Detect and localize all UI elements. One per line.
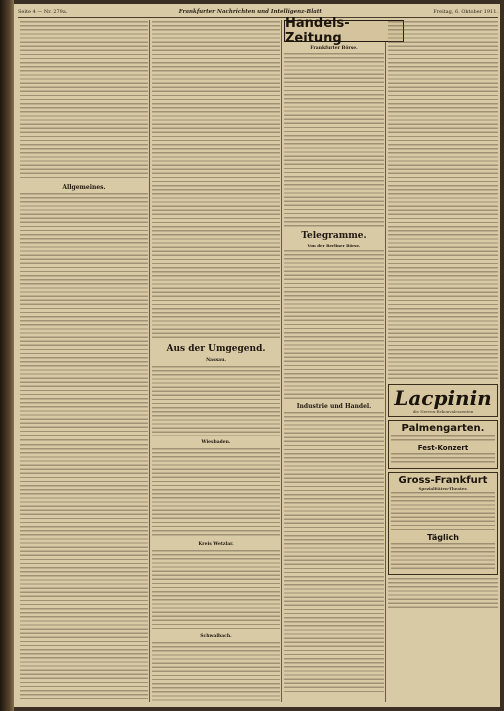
- ad-title: Palmengarten.: [401, 423, 485, 434]
- advertisement-palmengarten: [388, 420, 498, 469]
- section-heading: Aus der Umgegend.: [166, 344, 266, 354]
- column-2: [152, 20, 280, 702]
- article-text: [152, 448, 280, 538]
- newspaper-page: [14, 4, 500, 707]
- subheading: Nassau.: [206, 358, 226, 363]
- article-text: [152, 642, 280, 702]
- advertisement-lacpinin: [388, 384, 498, 417]
- article-text: [152, 366, 280, 436]
- article-text: [284, 250, 384, 400]
- advertisement-gross-frankfurt: [388, 472, 498, 575]
- section-heading: Allgemeines.: [62, 184, 106, 191]
- column-3: [284, 44, 384, 702]
- article-text: [20, 193, 148, 443]
- ad-title: Gross-Frankfurt: [398, 475, 488, 486]
- article-text: [388, 578, 498, 608]
- ad-subtitle: Spezialitäten-Theater.: [418, 486, 468, 491]
- section-heading: Telegramme.: [301, 231, 367, 242]
- ad-text: [391, 492, 495, 532]
- ad-text: [391, 453, 495, 465]
- column-rule: [385, 20, 386, 702]
- masthead: Frankfurter Nachrichten und Intelligenz-Blatt: [178, 9, 322, 15]
- article-text: [284, 53, 384, 228]
- subheading: Wiesbaden.: [201, 440, 231, 445]
- subheading: Schwalbach.: [200, 634, 232, 639]
- ad-subtitle: Fest-Konzert: [417, 444, 469, 452]
- subheading: Von der Berliner Börse.: [307, 243, 361, 249]
- page-header: [18, 7, 498, 18]
- column-rule: [281, 20, 282, 702]
- article-text: [152, 21, 280, 341]
- article-text: [152, 550, 280, 630]
- ad-text: [391, 435, 495, 443]
- column-rule: [149, 20, 150, 702]
- column-4: [388, 20, 498, 702]
- ad-subtitle: die Nerven-Rekonvaleszenten: [412, 409, 474, 414]
- article-text: [388, 21, 498, 381]
- column-1: [20, 20, 148, 702]
- book-binding: [0, 0, 14, 711]
- ad-daily: Täglich: [427, 533, 459, 542]
- section-banner: Handels-Zeitung: [284, 20, 404, 42]
- article-text: [20, 21, 148, 181]
- subheading: Frankfurter Börse.: [310, 46, 358, 51]
- subheading: Kreis Wetzlar.: [198, 542, 234, 547]
- issue-date: Freitag, 6. Oktober 1911.: [433, 9, 498, 15]
- ad-title: Lacpinin: [394, 386, 492, 410]
- article-text: [284, 412, 384, 692]
- page-number: Seite 4 — Nr. 279a.: [18, 9, 68, 15]
- section-heading: Industrie und Handel.: [296, 403, 372, 411]
- article-text: [20, 444, 148, 699]
- ad-text: [391, 543, 495, 571]
